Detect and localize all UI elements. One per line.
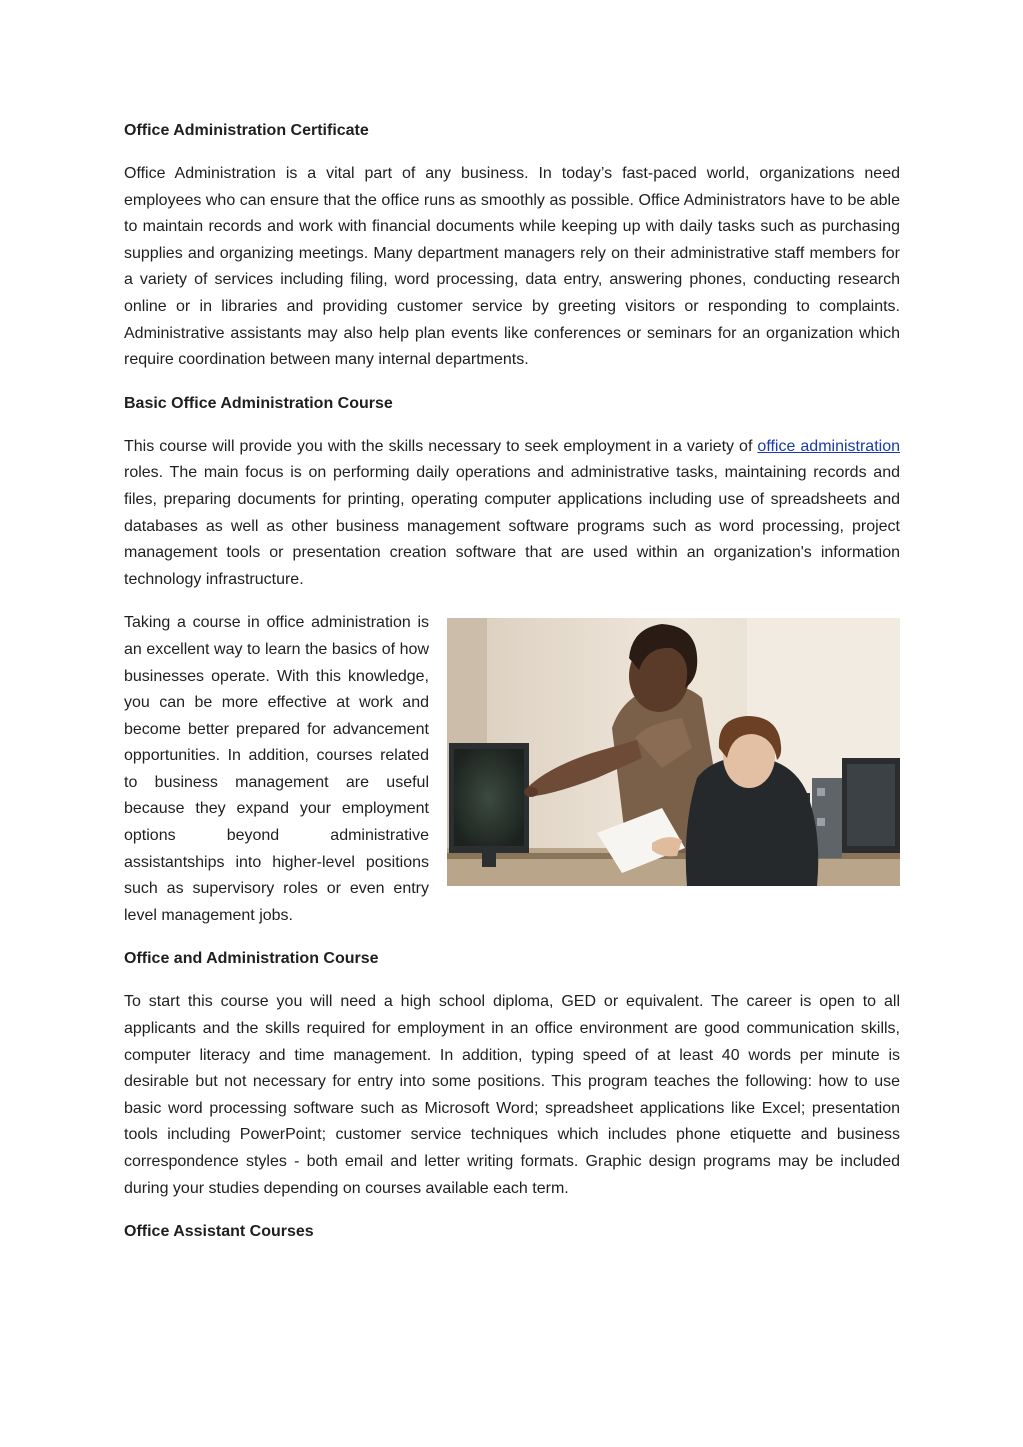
article-body: [124, 118, 900, 1262]
paragraph-text: This course will provide you with the skills necessary to seek employment in a variety of: [124, 437, 758, 455]
section-paragraph: Taking a course in office administration is an excellent way to learn the basics of how businesses operate. With this knowledge, you can be more effective at work and become better prepared for advancement opportunities. In addition, courses related to business management are useful because they expand your employment options beyond administrative assistantships into higher-level positions such as supervisory roles or even entry level management jobs.: [124, 614, 429, 924]
section-paragraph: To start this course you will need a high school diploma, GED or equivalent. The career is open to all applicants and the skills required for employment in an office environment are good communication skills, computer literacy and time management. In addition, typing speed of at least 40 words per minute is desirable but not necessary for entry into some positions. This program teaches the following: how to use basic word processing software such as Microsoft Word; spreadsheet applications like Excel; presentation tools including PowerPoint; customer service techniques which includes phone etiquette and business correspondence styles - both email and letter writing formats. Graphic design programs may be included during your studies depending on courses available each term.: [124, 993, 900, 1197]
section-heading: Office and Administration Course: [124, 950, 379, 968]
section-paragraph: [124, 434, 900, 594]
section-heading: Office Assistant Courses: [124, 1223, 314, 1241]
section-heading: Basic Office Administration Course: [124, 394, 393, 412]
section-paragraph: Office Administration is a vital part of any business. In today’s fast-paced world, organizations need employees who can ensure that the office runs as smoothly as possible. Office Administrators have to be able to maintain records and work with financial documents while keeping up with daily tasks such as purchasing supplies and organizing meetings. Many department managers rely on their administrative staff members for a variety of services including filing, word processing, data entry, answering phones, conducting research online or in libraries and providing customer service by greeting visitors or responding to complaints. Administrative assistants may also help plan events like conferences or seminars for an organization which require coordination between many internal departments.: [124, 165, 900, 369]
paragraph-text: roles. The main focus is on performing daily operations and administrative tasks, maintaining records and files, preparing documents for printing, operating computer applications including use of spreadsheets and databases as well as other business management software programs such as word processing, project management tools or presentation creation software that are used within an organization's information technology infrastructure.: [124, 464, 900, 588]
office-administration-link[interactable]: office administration: [757, 437, 900, 455]
office-training-photo: [447, 618, 900, 886]
section-heading: Office Administration Certificate: [124, 122, 369, 139]
